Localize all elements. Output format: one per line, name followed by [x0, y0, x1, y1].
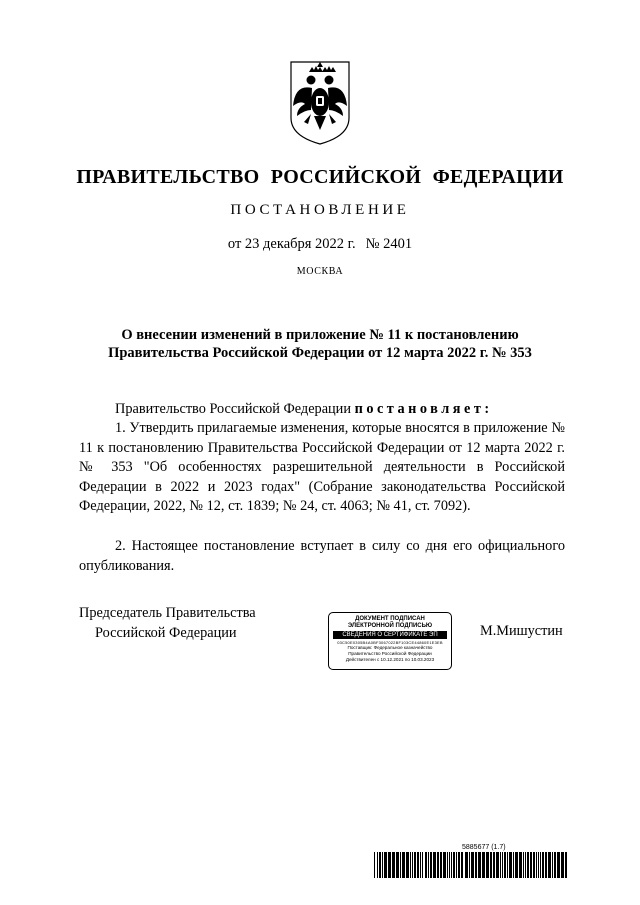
decree-item-1: 1. Утвердить прилагаемые изменения, которые вносятся в приложение № 11 к постановлению Правительства Российской Федерации от 12 марта 2022 г. № 353 "Об особенностях разрешительной деятельности в Российской Федерации в 2022 и 2023 годах" (Собрание законодательства Российской Федерации, 2022, № 12, ст. 1839; № 24, ст. 4063; № 41, ст. 7092). [79, 420, 565, 515]
stamp-cert-header: СВЕДЕНИЯ О СЕРТИФИКАТЕ ЭП [333, 631, 447, 639]
document-code: 5885677 (1.7) [462, 844, 506, 851]
decree-item-2: 2. Настоящее постановление вступает в силу со дня его официального опубликования. [79, 538, 565, 574]
stamp-owner: Правительство Российской Федерации [348, 651, 432, 656]
subject-line-1: О внесении изменений в приложение № 11 к постановлению [121, 327, 519, 343]
chairman-title-line-1: Председатель Правительства [79, 605, 256, 621]
document-number: № 2401 [365, 236, 413, 252]
stamp-title-1: ДОКУМЕНТ ПОДПИСАН [355, 616, 425, 622]
barcode-icon [374, 852, 570, 878]
document-date: от 23 декабря 2022 г. [227, 236, 356, 252]
stamp-title-2: ЭЛЕКТРОННОЙ ПОДПИСЬЮ [347, 623, 433, 629]
document-subject [0, 326, 640, 362]
coat-of-arms-icon [287, 58, 353, 146]
stamp-cert-number: 03C50E0305B4A0BF3067022BF103CE44860E1E3EB [337, 640, 443, 645]
chairman-title-line-2: Российской Федерации [95, 624, 237, 641]
stamp-issuer: Поставщик: Федеральное казначейство [347, 645, 433, 650]
document-date-number [0, 236, 640, 253]
signer-name: М.Мишустин [480, 623, 563, 639]
intro-decrees: постановляет: [354, 401, 493, 417]
subject-line-2: Правительства Российской Федерации от 12 марта 2022 г. № 353 [108, 345, 532, 361]
document-city: МОСКВА [296, 266, 344, 277]
document-type: ПОСТАНОВЛЕНИЕ [230, 202, 410, 218]
government-title: ПРАВИТЕЛЬСТВО РОССИЙСКОЙ ФЕДЕРАЦИИ [76, 166, 564, 188]
electronic-signature-stamp [328, 612, 452, 670]
decree-intro [79, 400, 565, 420]
stamp-validity: Действителен с 10.12.2021 по 10.03.2023 [345, 657, 435, 662]
intro-text: Правительство Российской Федерации [115, 401, 355, 417]
chairman-title [79, 604, 299, 643]
